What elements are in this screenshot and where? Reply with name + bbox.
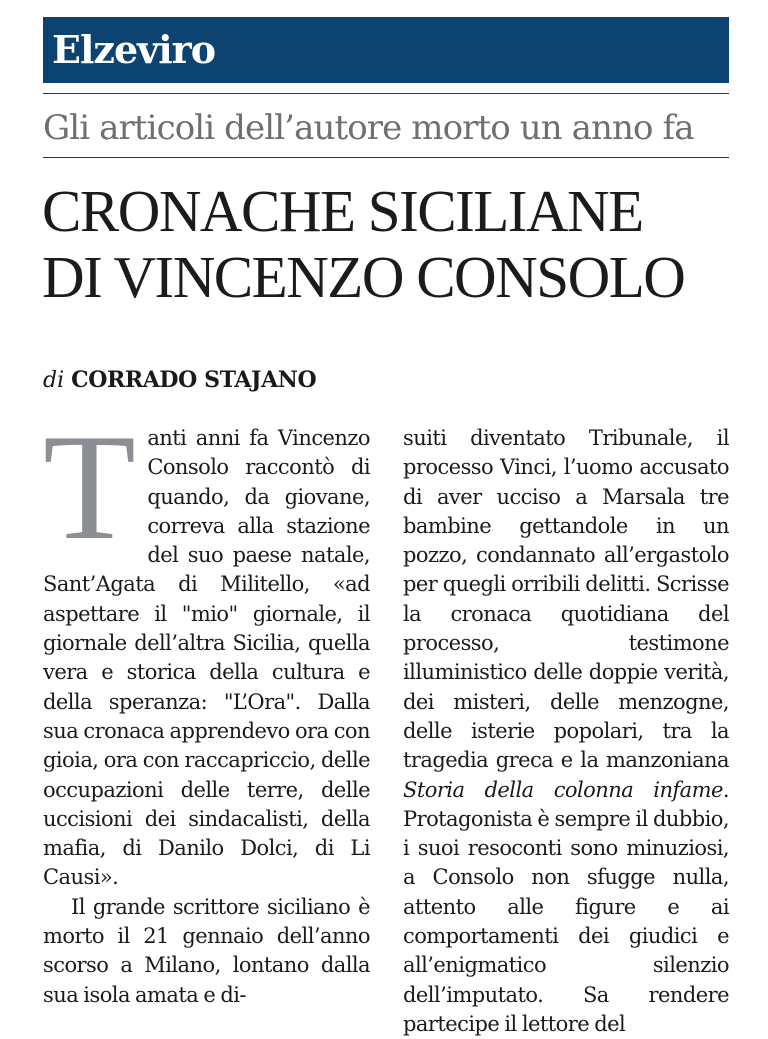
article-column-1: [43, 403, 370, 1010]
drop-cap: T: [43, 403, 136, 571]
article-kicker: Gli articoli dell’autore morto un anno fa: [43, 108, 694, 148]
article-paragraph-1: [43, 403, 370, 893]
col2-text-b: . Protagonista è sempre il dubbio, i suoi resoconti sono minuziosi, a Consolo non sfugge nulla, attento alle figure e ai comportamenti dei giudici e all’enigmatico silenzio dell’imputato. Sa rendere partecipe il lettore del: [403, 777, 729, 1036]
headline-line-1: CRONACHE SICILIANE: [42, 178, 643, 244]
section-rubric-bar: [43, 17, 729, 83]
col2-text-a: suiti diventato Tribunale, il processo Vinci, l’uomo accusato di aver ucciso a Marsala tre bambine gettandole in un pozzo, condannato all’ergastolo per quegli orribili delitti. Scrisse la cronaca quotidiana del processo, testimone illuministico delle doppie verità, dei misteri, delle menzogne, delle isterie popolari, tra la tragedia greca e la manzoniana: [403, 426, 729, 773]
byline-prefix: di: [43, 368, 65, 393]
divider-top: [43, 93, 729, 94]
article-paragraph-2: Il grande scrittore siciliano è morto il 21 gennaio dell’anno scorso a Milano, lontano dalla sua isola amata e di-: [43, 894, 370, 1007]
paragraph-1-text: anti anni fa Vincenzo Consolo raccontò di quando, da giovane, correva alla stazione del suo paese natale, Sant’Agata di Militello, «ad aspettare il "mio" giornale, il giornale dell’altra Sicilia, quella vera e storica della cultura e della speranza: "L’Ora". Dalla sua cronaca apprendevo ora con gioia, ora con raccapriccio, delle occupazioni delle terre, delle uccisioni dei sindacalisti, della mafia, di Danilo Dolci, di Li Causi».: [43, 426, 370, 890]
article-headline: [42, 178, 742, 310]
article-byline: [43, 363, 316, 398]
article-paragraph-col2: [403, 424, 729, 1039]
divider-kicker: [43, 157, 729, 158]
byline-author: CORRADO STAJANO: [71, 367, 317, 393]
col2-book-title: Storia della colonna infame: [403, 777, 723, 802]
headline-line-2: DI VINCENZO CONSOLO: [42, 244, 685, 310]
article-column-2: [403, 424, 729, 1039]
section-rubric-label: Elzeviro: [52, 27, 216, 72]
